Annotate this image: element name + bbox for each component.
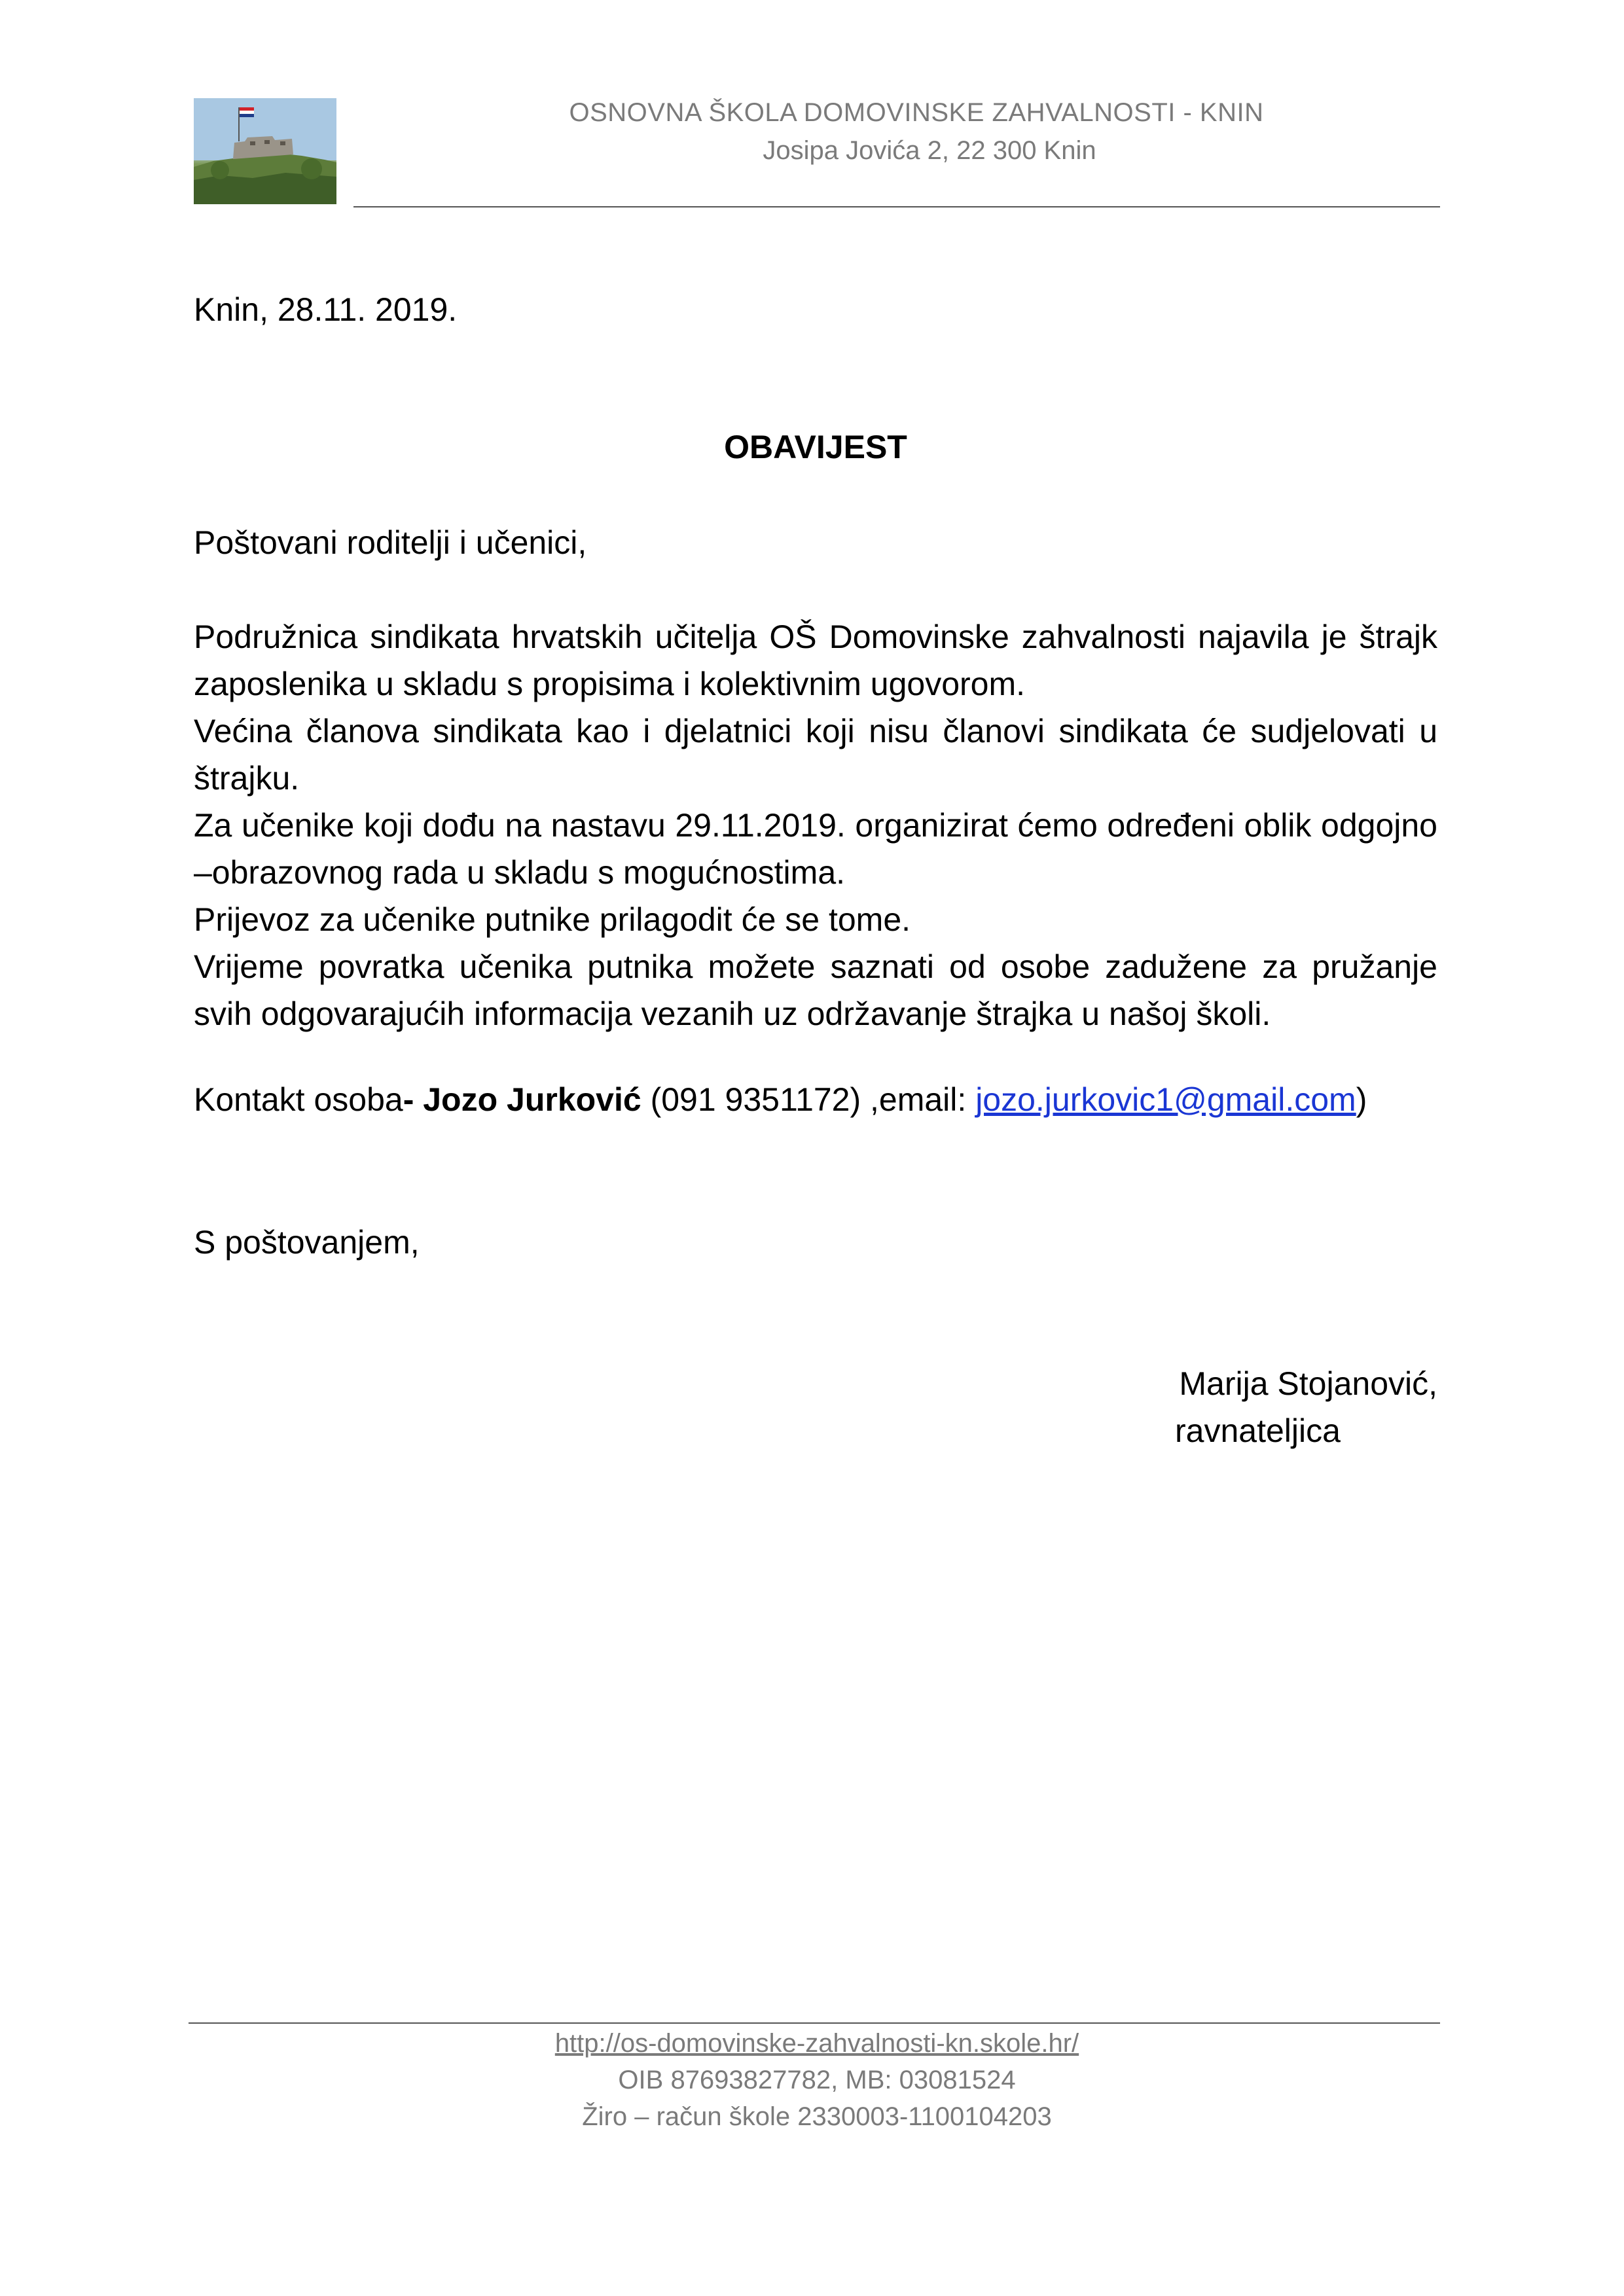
contact-close-paren: ) bbox=[1356, 1081, 1367, 1118]
letter-title: OBAVIJEST bbox=[724, 429, 907, 465]
contact-name: - Jozo Jurković bbox=[403, 1081, 641, 1118]
contact-phone: (091 9351172) ,email: bbox=[641, 1081, 976, 1118]
contact-label: Kontakt osoba bbox=[194, 1081, 403, 1118]
header-divider bbox=[353, 206, 1440, 207]
signer-name: Marija Stojanović, bbox=[1179, 1365, 1437, 1402]
footer-giro-account: Žiro – račun škole 2330003-1100104203 bbox=[582, 2102, 1052, 2131]
body-paragraph: Vrijeme povratka učenika putnika možete saznati od osobe zadužene za pružanje svih odgovarajućih informacija vezanih uz održavanje štrajka u našoj školi. bbox=[194, 948, 1437, 1032]
school-name: OSNOVNA ŠKOLA DOMOVINSKE ZAHVALNOSTI - KNIN bbox=[569, 98, 1264, 127]
body-paragraph: Većina članova sindikata kao i djelatnici koji nisu članovi sindikata će sudjelovati u štrajku. bbox=[194, 713, 1437, 797]
letter-greeting: Poštovani roditelji i učenici, bbox=[194, 524, 587, 561]
footer-oib-mb: OIB 87693827782, MB: 03081524 bbox=[618, 2066, 1016, 2094]
letter-date: Knin, 28.11. 2019. bbox=[194, 291, 458, 328]
footer-website-link[interactable]: http://os-domovinske-zahvalnosti-kn.skole.hr/ bbox=[554, 2029, 1079, 2058]
contact-line bbox=[194, 1076, 1367, 1123]
signer-role: ravnateljica bbox=[1175, 1412, 1341, 1449]
school-address: Josipa Jovića 2, 22 300 Knin bbox=[763, 136, 1096, 165]
body-paragraph: Podružnica sindikata hrvatskih učitelja OŠ Domovinske zahvalnosti najavila je štrajk zaposlenika u skladu s propisima i kolektivnim ugovorom. bbox=[194, 619, 1437, 702]
fortress-illustration bbox=[194, 98, 336, 204]
letter-body bbox=[194, 613, 1437, 1037]
school-logo-photo bbox=[194, 98, 336, 204]
letter-closing: S poštovanjem, bbox=[194, 1224, 420, 1261]
footer-divider bbox=[189, 2022, 1440, 2024]
contact-email-link[interactable]: jozo.jurkovic1@gmail.com bbox=[975, 1081, 1356, 1118]
body-paragraph: Za učenike koji dođu na nastavu 29.11.2019. organizirat ćemo određeni oblik odgojno –obrazovnog rada u skladu s mogućnostima. bbox=[194, 807, 1437, 891]
body-paragraph: Prijevoz za učenike putnike prilagodit će se tome. bbox=[194, 901, 911, 938]
